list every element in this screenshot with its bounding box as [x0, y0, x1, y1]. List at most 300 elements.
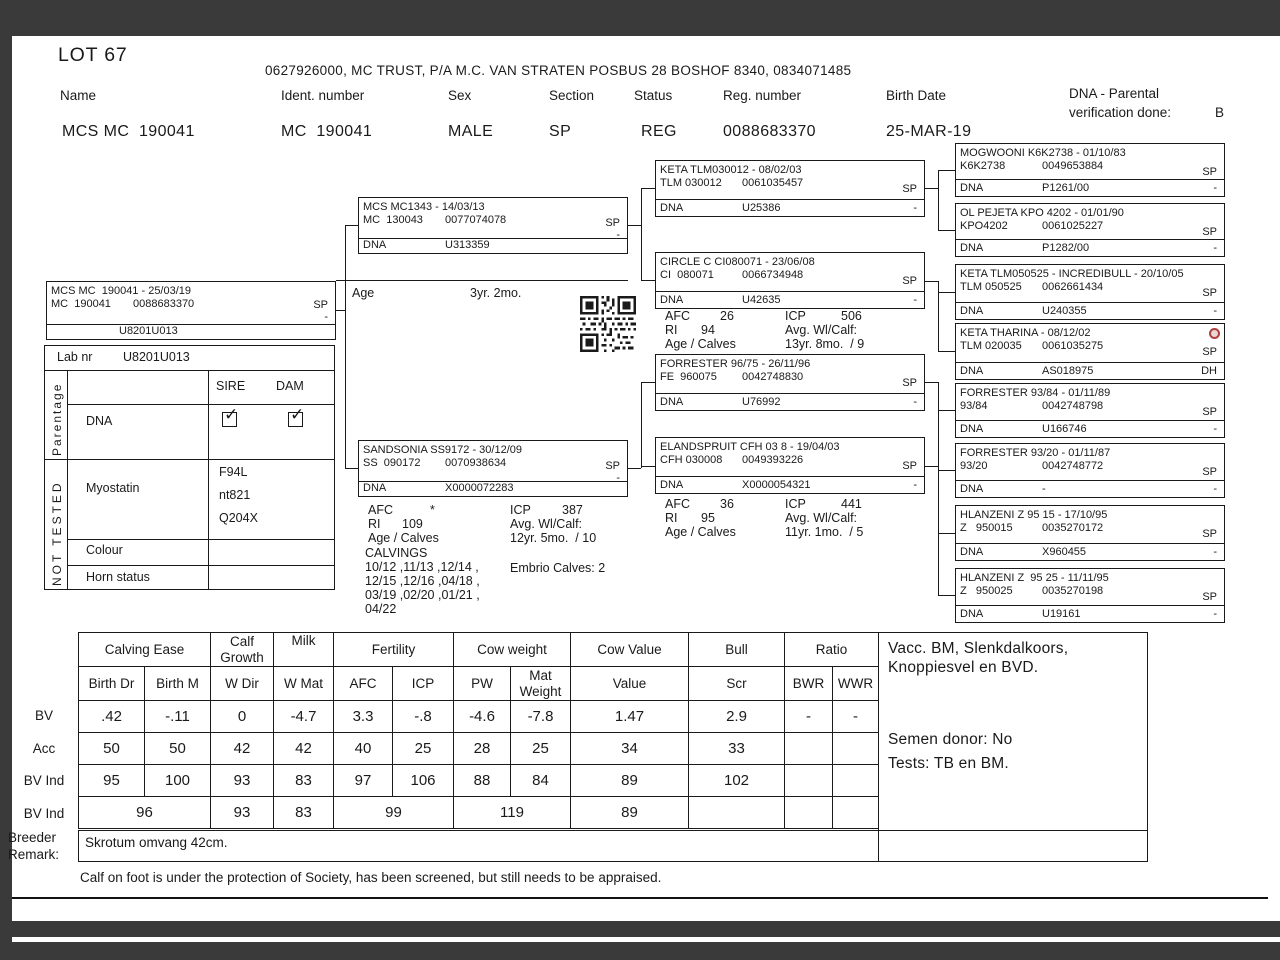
breeding-values-table	[78, 632, 879, 829]
animal-name: CIRCLE C CI080071 - 23/06/08	[660, 256, 815, 268]
animal-name: ELANDSPRUIT CFH 03 8 - 19/04/03	[660, 441, 840, 453]
group-header: Cow weight	[454, 633, 571, 667]
acc-cell: 34	[571, 733, 689, 765]
animal-name: KETA TLM030012 - 08/02/03	[660, 164, 802, 176]
dna-number: X0000054321	[742, 478, 811, 491]
section-code: SP	[1202, 287, 1217, 299]
pedigree-box-ggp-3	[955, 264, 1225, 320]
animal-reg: 0042748798	[1042, 400, 1104, 412]
viewer-bottom-bar	[12, 921, 1280, 937]
flag: -	[324, 311, 328, 323]
acc-cell: 33	[689, 733, 785, 765]
table-grid-line	[67, 539, 334, 540]
sex-label: Sex	[448, 88, 472, 103]
section-code: SP	[902, 275, 917, 287]
breed-society-logo-icon	[1209, 328, 1220, 339]
pedigree-connector-line	[345, 225, 358, 226]
myostatin-value: F94L	[219, 465, 248, 479]
divider	[656, 199, 924, 200]
footer-note: Calf on foot is under the protection of Society, has been screened, but still needs to be appraised.	[80, 870, 662, 885]
ident-value: MC 190041	[281, 123, 373, 140]
section-code: SP	[1202, 166, 1217, 178]
dna-label: DNA	[960, 482, 984, 495]
seller-line: 0627926000, MC TRUST, P/A M.C. VAN STRATEN POSBUS 28 BOSHOF 8340, 0834071485	[265, 63, 852, 78]
age-label: Age	[352, 286, 375, 300]
dna-number: AS018975	[1042, 364, 1094, 377]
bv-row-label: BV	[34, 708, 53, 723]
status-label: Status	[634, 88, 673, 103]
dna-verification-label-2: verification done:	[1069, 105, 1172, 120]
divider	[956, 179, 1224, 180]
bv-ind-grouped-cell: 96	[79, 797, 211, 829]
table-grid-line	[45, 459, 334, 460]
animal-reg: 0062661434	[1042, 281, 1104, 293]
column-header: BWR	[785, 667, 833, 701]
pedigree-connector-line	[641, 188, 655, 189]
calvings-label: CALVINGS	[365, 546, 428, 560]
group-header: Calf Growth	[211, 633, 274, 667]
pedigree-box-paternal-granddam	[655, 252, 925, 309]
column-header: W Mat	[274, 667, 334, 701]
bv-ind-cell: 84	[511, 765, 571, 797]
pedigree-connector-line	[938, 351, 955, 352]
dna-number: U42635	[742, 293, 781, 306]
flag: DH	[1201, 364, 1217, 377]
table-grid-line	[67, 565, 334, 566]
age-calves-label: Age / Calves	[665, 337, 736, 351]
ri-label: RI	[665, 323, 678, 337]
bv-ind-grouped-cell: 99	[334, 797, 454, 829]
bv-cell: -.8	[393, 701, 454, 733]
afc-value: *	[430, 503, 435, 517]
animal-ident: 93/84	[960, 400, 988, 412]
ri-value: 109	[402, 517, 423, 531]
table-grid-line	[67, 370, 68, 589]
divider	[956, 239, 1224, 240]
myostatin-value: Q204X	[219, 511, 258, 525]
table-grid-line	[45, 370, 334, 371]
bv-cell: 2.9	[689, 701, 785, 733]
column-header: ICP	[393, 667, 454, 701]
dna-label: DNA	[960, 364, 984, 377]
age-value: 3yr. 2mo.	[470, 286, 522, 300]
qr-code	[580, 296, 636, 352]
dna-sire-checkbox	[222, 405, 239, 427]
pedigree-box-ggp-6	[955, 443, 1225, 498]
flag: -	[1213, 181, 1217, 194]
flag: -	[913, 395, 917, 408]
bv-ind-cell: 100	[145, 765, 211, 797]
bv-ind-cell	[833, 765, 879, 797]
column-header: Value	[571, 667, 689, 701]
bv-ind-cell: 102	[689, 765, 785, 797]
column-header: WWR	[833, 667, 879, 701]
bv-ind-cell: 89	[571, 765, 689, 797]
animal-name: SANDSONIA SS9172 - 30/12/09	[363, 444, 522, 456]
animal-reg: 0066734948	[742, 269, 804, 281]
dam-column-header: DAM	[276, 379, 304, 393]
animal-reg: 0042748830	[742, 371, 804, 383]
pedigree-connector-line	[938, 170, 955, 171]
icp-value: 387	[562, 503, 583, 517]
column-header: Mat Weight	[511, 667, 571, 701]
section-label: Section	[549, 88, 595, 103]
age-calves-label: Age / Calves	[368, 531, 439, 545]
divider	[956, 605, 1224, 606]
pedigree-connector-line	[628, 225, 641, 226]
calvings-dates: 10/12 ,11/13 ,12/14 ,	[365, 560, 479, 574]
icp-label: ICP	[510, 503, 531, 517]
animal-ident: MC 190041	[51, 298, 111, 310]
section-code: SP	[902, 377, 917, 389]
embrio-calves: Embrio Calves: 2	[510, 561, 606, 575]
section-code: SP	[1202, 406, 1217, 418]
bv-ind-grouped-cell: 89	[571, 797, 689, 829]
breeder-remark-label: Breeder	[8, 830, 57, 845]
flag: -	[913, 478, 917, 491]
pedigree-connector-line	[938, 292, 955, 293]
acc-cell	[785, 733, 833, 765]
acc-cell: 25	[511, 733, 571, 765]
age-separator-line	[336, 280, 628, 281]
pedigree-box-animal	[46, 281, 336, 340]
dna-row-label: DNA	[86, 414, 113, 428]
animal-name: MOGWOONI K6K2738 - 01/10/83	[960, 147, 1126, 159]
breeder-remark-text: Skrotum omvang 42cm.	[85, 835, 228, 850]
divider	[956, 543, 1224, 544]
flag: -	[616, 229, 620, 241]
group-header: Bull	[689, 633, 785, 667]
table-grid-line	[208, 370, 209, 589]
flag: -	[1213, 422, 1217, 435]
acc-cell: 42	[211, 733, 274, 765]
vaccination-note: Knoppiesvel en BVD.	[888, 659, 1039, 676]
tests-note: Tests: TB en BM.	[888, 755, 1009, 772]
bv-cell: 3.3	[334, 701, 393, 733]
bv-ind-grouped-cell: 83	[274, 797, 334, 829]
dna-number: -	[1042, 482, 1046, 495]
bv-ind-grouped-cell	[785, 797, 833, 829]
sire-column-header: SIRE	[216, 379, 246, 393]
breeder-remark-label: Remark:	[8, 847, 60, 862]
flag: -	[1213, 241, 1217, 254]
pedigree-box-sire	[358, 197, 628, 254]
pedigree-box-maternal-grandsire	[655, 354, 925, 411]
section-code: SP	[902, 460, 917, 472]
icp-value: 506	[841, 309, 862, 323]
bv-ind-cell: 83	[274, 765, 334, 797]
acc-cell: 50	[79, 733, 145, 765]
divider	[956, 480, 1224, 481]
animal-name-value: MCS MC 190041	[62, 123, 195, 140]
animal-name: HLANZENI Z 95 25 - 11/11/95	[960, 572, 1109, 584]
animal-name: FORRESTER 93/20 - 01/11/87	[960, 447, 1111, 459]
bv-cell: -7.8	[511, 701, 571, 733]
animal-reg: 0061025227	[1042, 220, 1104, 232]
bv-ind-grouped-cell: 119	[454, 797, 571, 829]
pedigree-connector-line	[641, 382, 642, 468]
animal-name: OL PEJETA KPO 4202 - 01/01/90	[960, 207, 1124, 219]
bv-ind-cell: 95	[79, 765, 145, 797]
dam-stats	[365, 503, 628, 615]
pedigree-connector-line	[628, 468, 641, 469]
avg-wl-calf-label: Avg. Wl/Calf:	[785, 323, 858, 337]
section-code: SP	[1202, 591, 1217, 603]
flag: -	[1213, 482, 1217, 495]
dna-label: DNA	[660, 478, 684, 491]
afc-value: 36	[720, 497, 734, 511]
animal-ident: TLM 050525	[960, 281, 1022, 293]
animal-reg: 0035270172	[1042, 522, 1104, 534]
divider	[956, 362, 1224, 363]
column-header: Birth M	[145, 667, 211, 701]
dna-number: U25386	[742, 201, 781, 214]
animal-name: MCS MC1343 - 14/03/13	[363, 201, 485, 213]
pedigree-box-ggp-5	[955, 383, 1225, 438]
pedigree-connector-line	[938, 230, 955, 231]
lot-title: LOT 67	[58, 44, 128, 66]
not-tested-side-label: NOT TESTED	[50, 480, 64, 586]
animal-name: KETA TLM050525 - INCREDIBULL - 20/10/05	[960, 268, 1184, 280]
animal-reg: 0088683370	[133, 298, 195, 310]
ri-label: RI	[368, 517, 381, 531]
ri-value: 94	[701, 323, 715, 337]
pedigree-connector-line	[641, 280, 655, 281]
dna-label: DNA	[960, 545, 984, 558]
group-header: Ratio	[785, 633, 879, 667]
animal-ident: K6K2738	[960, 160, 1006, 172]
flag: -	[1213, 304, 1217, 317]
animal-reg: 0042748772	[1042, 460, 1104, 472]
dna-label: DNA	[960, 241, 984, 254]
acc-cell: 25	[393, 733, 454, 765]
viewer-top-bar	[0, 0, 1280, 36]
pedigree-connector-line	[925, 281, 938, 282]
parentage-test-table	[44, 345, 335, 590]
column-header: Birth Dr	[79, 667, 145, 701]
footer-rule	[12, 897, 1268, 899]
dna-label: DNA	[960, 304, 984, 317]
group-header: Milk	[274, 633, 334, 667]
pedigree-box-ggp-8	[955, 568, 1225, 623]
bv-ind-cell: 97	[334, 765, 393, 797]
section-code: SP	[902, 183, 917, 195]
name-label: Name	[60, 88, 97, 103]
pedigree-connector-line	[925, 382, 938, 383]
bv-ind-grouped-cell: 93	[211, 797, 274, 829]
calvings-dates: 03/19 ,02/20 ,01/21 ,	[365, 588, 480, 602]
colour-row-label: Colour	[86, 543, 123, 557]
birth-value: 25-MAR-19	[886, 123, 972, 140]
bv-cell: -4.7	[274, 701, 334, 733]
sex-value: MALE	[448, 123, 494, 140]
animal-reg: 0077074078	[445, 214, 507, 226]
acc-cell: 50	[145, 733, 211, 765]
column-header: Scr	[689, 667, 785, 701]
ident-label: Ident. number	[281, 88, 365, 103]
calvings-dates: 04/22	[365, 602, 397, 616]
pedigree-box-maternal-granddam	[655, 437, 925, 494]
pedigree-connector-line	[641, 382, 655, 383]
afc-value: 26	[720, 309, 734, 323]
animal-ident: CI 080071	[660, 269, 714, 281]
bv-ind-grouped-cell	[833, 797, 879, 829]
pedigree-box-ggp-4	[955, 323, 1225, 380]
flag: -	[616, 472, 620, 484]
icp-value: 441	[841, 497, 862, 511]
age-calves-value: 11yr. 1mo. / 5	[785, 525, 864, 539]
pedigree-box-dam	[358, 440, 628, 497]
bv-ind-row-label: BV Ind	[23, 806, 65, 821]
bv-ind-cell	[785, 765, 833, 797]
dna-label: DNA	[660, 293, 684, 306]
animal-reg: 0061035457	[742, 177, 804, 189]
reg-value: 0088683370	[723, 123, 816, 140]
dna-label: DNA	[363, 238, 387, 251]
column-header: AFC	[334, 667, 393, 701]
paternal-granddam-stats	[663, 309, 923, 353]
dna-number: X960455	[1042, 545, 1087, 558]
animal-reg: 0070938634	[445, 457, 507, 469]
dna-label: DNA	[960, 181, 984, 194]
dna-number: U19161	[1042, 607, 1081, 620]
afc-label: AFC	[665, 497, 690, 511]
myostatin-value: nt821	[219, 488, 251, 502]
flag: -	[1213, 607, 1217, 620]
dna-number: U240355	[1042, 304, 1087, 317]
vaccination-note: Vacc. BM, Slenkdalkoors,	[888, 640, 1069, 657]
animal-name: MCS MC 190041 - 25/03/19	[51, 285, 192, 297]
bv-ind-row-label: BV Ind	[23, 773, 65, 788]
afc-label: AFC	[368, 503, 393, 517]
animal-ident: TLM 030012	[660, 177, 722, 189]
icp-label: ICP	[785, 497, 806, 511]
group-header: Fertility	[334, 633, 454, 667]
dna-number: U76992	[742, 395, 781, 408]
pedigree-box-ggp-2	[955, 203, 1225, 257]
pedigree-connector-line	[938, 470, 955, 471]
bv-cell: 0	[211, 701, 274, 733]
section-code: SP	[1202, 466, 1217, 478]
pedigree-connector-line	[925, 466, 938, 467]
status-value: REG	[641, 123, 677, 140]
calvings-dates: 12/15 ,12/16 ,04/18 ,	[365, 574, 480, 588]
animal-reg: 0035270198	[1042, 585, 1104, 597]
dna-label: DNA	[960, 422, 984, 435]
dna-label: DNA	[660, 395, 684, 408]
section-value: SP	[549, 123, 572, 140]
check-icon: ✓	[224, 405, 239, 424]
flag: -	[913, 293, 917, 306]
lab-number: U8201U013	[119, 324, 178, 337]
myostatin-row-label: Myostatin	[86, 481, 140, 495]
pedigree-connector-line	[938, 410, 955, 411]
acc-cell: 42	[274, 733, 334, 765]
birth-label: Birth Date	[886, 88, 947, 103]
acc-cell: 40	[334, 733, 393, 765]
pedigree-connector-line	[938, 595, 955, 596]
animal-ident: KPO4202	[960, 220, 1008, 232]
parentage-side-label: Parentage	[50, 382, 64, 456]
bv-ind-cell: 106	[393, 765, 454, 797]
animal-ident: TLM 020035	[960, 340, 1022, 352]
acc-cell	[833, 733, 879, 765]
check-icon: ✓	[290, 405, 305, 424]
divider	[656, 291, 924, 292]
afc-label: AFC	[665, 309, 690, 323]
dna-number: P1282/00	[1042, 241, 1090, 254]
viewer-bottom-bar-2	[12, 942, 1280, 960]
divider	[359, 238, 627, 239]
bv-ind-grouped-cell	[689, 797, 785, 829]
viewer-left-bar	[0, 36, 12, 960]
animal-name: KETA THARINA - 08/12/02	[960, 327, 1091, 339]
semen-donor-note: Semen donor: No	[888, 731, 1013, 748]
divider	[656, 476, 924, 477]
divider	[956, 302, 1224, 303]
bv-cell: .42	[79, 701, 145, 733]
reg-label: Reg. number	[723, 88, 802, 103]
dna-dam-checkbox	[288, 405, 305, 427]
section-code: SP	[313, 299, 328, 311]
pedigree-connector-line	[336, 310, 345, 311]
maternal-granddam-stats	[663, 497, 923, 541]
animal-reg: 0049653884	[1042, 160, 1104, 172]
age-calves-value: 13yr. 8mo. / 9	[785, 337, 865, 351]
column-header: PW	[454, 667, 511, 701]
dna-verification-value: B	[1215, 105, 1225, 120]
section-code: SP	[1202, 226, 1217, 238]
age-calves-value: 12yr. 5mo. / 10	[510, 531, 597, 545]
bv-ind-cell: 88	[454, 765, 511, 797]
flag: -	[913, 201, 917, 214]
dna-number: U166746	[1042, 422, 1087, 435]
pedigree-connector-line	[641, 188, 642, 280]
column-header: W Dir	[211, 667, 274, 701]
ri-label: RI	[665, 511, 678, 525]
lab-nr-value: U8201U013	[123, 350, 190, 364]
pedigree-connector-line	[641, 466, 655, 467]
lab-nr-label: Lab nr	[57, 350, 93, 364]
section-code: SP	[605, 460, 620, 472]
horn-status-row-label: Horn status	[86, 570, 150, 584]
section-code: SP	[1202, 528, 1217, 540]
group-header: Cow Value	[571, 633, 689, 667]
animal-name: FORRESTER 96/75 - 26/11/96	[660, 358, 811, 370]
pedigree-connector-line	[345, 225, 346, 468]
animal-ident: CFH 030008	[660, 454, 723, 466]
bv-cell: -.11	[145, 701, 211, 733]
animal-reg: 0061035275	[1042, 340, 1104, 352]
divider	[956, 420, 1224, 421]
bv-cell: 1.47	[571, 701, 689, 733]
pedigree-connector-line	[938, 466, 939, 595]
pedigree-box-paternal-grandsire	[655, 160, 925, 217]
animal-ident: SS 090172	[363, 457, 421, 469]
dna-number: P1261/00	[1042, 181, 1090, 194]
pedigree-connector-line	[938, 170, 939, 230]
animal-ident: Z 950025	[960, 585, 1013, 597]
animal-name: FORRESTER 93/84 - 01/11/89	[960, 387, 1111, 399]
group-header: Calving Ease	[79, 633, 211, 667]
section-code: SP	[1202, 346, 1217, 358]
pedigree-connector-line	[345, 468, 358, 469]
dna-label: DNA	[363, 481, 387, 494]
acc-cell: 28	[454, 733, 511, 765]
divider	[47, 324, 335, 325]
flag: -	[1213, 545, 1217, 558]
dna-verification-label-1: DNA - Parental	[1069, 86, 1160, 101]
